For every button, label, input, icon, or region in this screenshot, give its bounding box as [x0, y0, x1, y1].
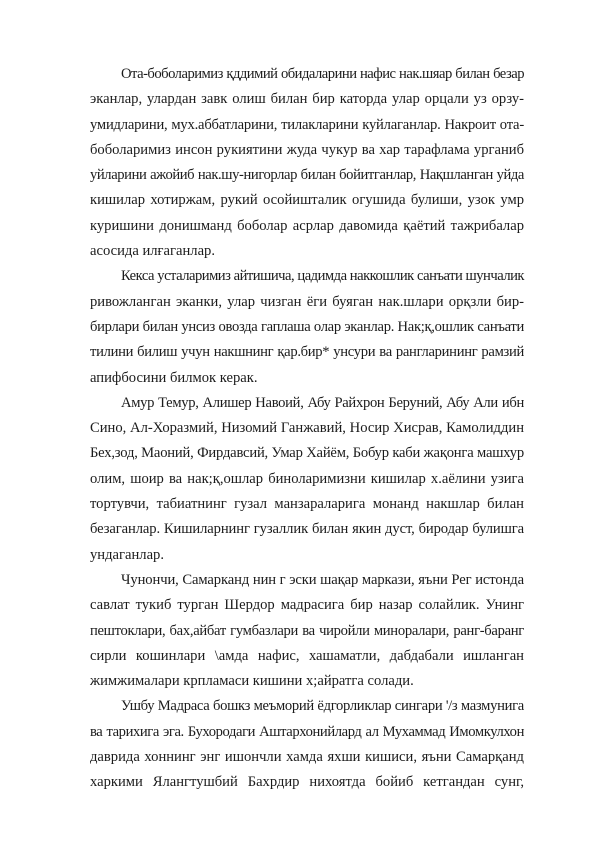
- text-line: тортувчи, табиатнинг гузал манзараларига монанд накшлар билан: [90, 496, 524, 513]
- text-line: Ота-боболаримиз қддимий обидаларини нафис нак.шяар билан безар: [121, 66, 524, 82]
- text-line: боболаримиз инсон рукиятини жуда чукур ва хар тарафлама урганиб: [90, 141, 524, 158]
- text-line: апифбосини билмок керак.: [90, 369, 258, 386]
- text-line: Бех,зод, Маоний, Фирдавсий, Умар Хайём, Бобур каби жақонга машхур: [90, 445, 524, 462]
- text-line: тилини билиш учун накшнинг қар.бир* унсури ва рангларининг рамзий: [90, 344, 524, 361]
- text-line: Кекса усталаримиз айтишича, цадимда наккошлик санъати шунчалик: [121, 268, 524, 285]
- text-line: Сино, Ал-Хоразмий, Низомий Ганжавий, Носир Хисрав, Камолиддин: [90, 420, 524, 437]
- text-line: эканлар, улардан завк олиш билан бир каторда улар орцали уз орзу-: [90, 91, 524, 108]
- text-line: даврида хоннинг энг ишончли хамда яхши кишиси, яъни Самарқанд: [90, 749, 524, 766]
- text-line: умидларини, мух.аббатларини, тилакларини куйлаганлар. Накроит ота-: [90, 116, 524, 133]
- text-line: асосида илғаганлар.: [90, 243, 215, 260]
- text-line: уйларини ажойиб нак.шу-нигорлар билан бойитганлар, Нақшланган уйда: [90, 167, 524, 184]
- text-line: Амур Темур, Алишер Навоий, Абу Райхрон Беруний, Абу Али ибн: [121, 394, 524, 411]
- text-line: Ушбу Мадраса бошкз меъморий ёдгорликлар сингари '/з мазмунига: [121, 698, 524, 715]
- paragraph-4: [90, 568, 524, 694]
- text-line: харкими Ялангтушбий Бахрдир нихоятда бойиб кетгандан сунг,: [90, 774, 524, 791]
- paragraph-2: [90, 264, 524, 390]
- text-line: ривожланган эканки, улар чизган ёги буяган нак.шлари орқзли бир-: [90, 293, 524, 310]
- text-line: ундаганлар.: [90, 546, 164, 563]
- text-line: Чунончи, Самарканд нин г эски шақар маркази, яъни Рег истонда: [121, 571, 524, 588]
- paragraph-1: [90, 62, 524, 264]
- paragraph-3: [90, 391, 524, 568]
- text-line: безаганлар. Кишиларнинг гузаллик билан якин дуст, биродар булишга: [90, 521, 524, 538]
- text-line: савлат тукиб турган Шердор мадрасига бир назар солайлик. Унинг: [90, 597, 524, 614]
- text-line: жимжималари крпламаси кишини х;айратга солади.: [90, 673, 414, 690]
- paragraph-5: [90, 694, 524, 795]
- text-line: куришини донишманд боболар асрлар давомида қаётий тажрибалар: [90, 217, 524, 234]
- text-line: бирлари билан унсиз овозда гаплаша олар эканлар. Нак;қ,ошлик санъати: [90, 318, 524, 335]
- text-line: олим, шоир ва нак;қ,ошлар биноларимизни кишилар х.аёлини узига: [90, 470, 524, 487]
- text-line: кишилар хотиржам, рукий осойишталик огушида булиши, узок умр: [90, 192, 524, 209]
- document-page: [90, 62, 524, 796]
- text-line: пештоклари, бах,айбат гумбазлари ва чиройли миноралари, ранг-баранг: [90, 622, 524, 639]
- text-line: сирли кошинлари \амда нафис, хашаматли, дабдабали ишланган: [90, 647, 524, 664]
- text-line: ва тарихига эга. Бухородаги Аштархонийлард ал Мухаммад Имомкулхон: [90, 723, 524, 740]
